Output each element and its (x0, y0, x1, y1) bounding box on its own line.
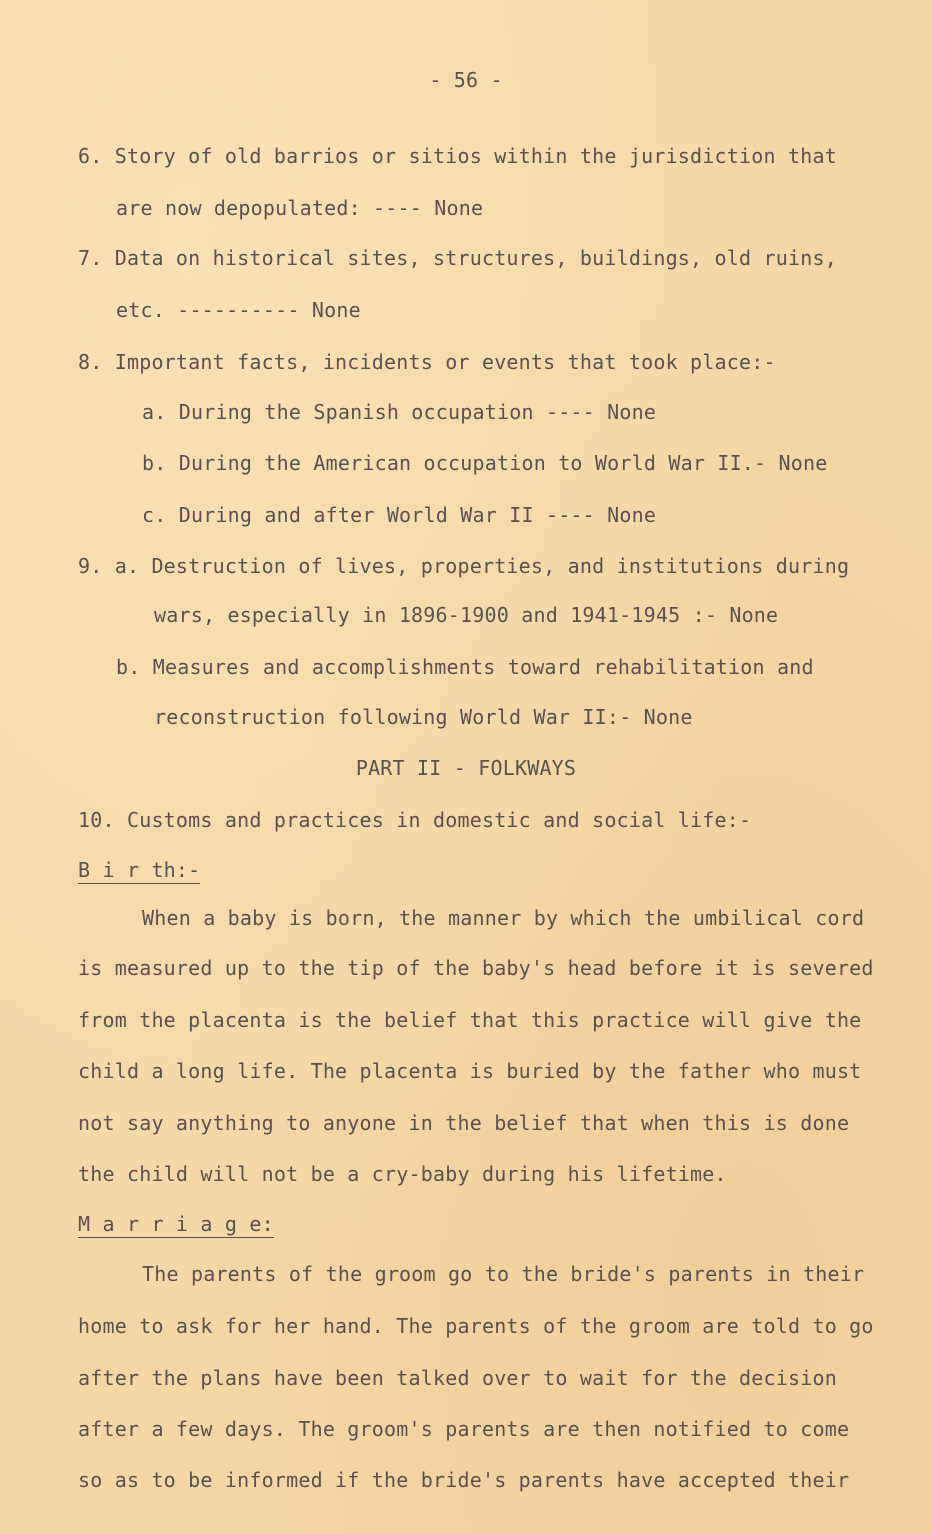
marriage-paragraph-line-2: home to ask for her hand. The parents of the groom are told to go (78, 1314, 874, 1338)
birth-paragraph-line-6: the child will not be a cry-baby during his lifetime. (78, 1162, 727, 1186)
part-ii-heading: PART II - FOLKWAYS (355, 756, 577, 780)
marriage-paragraph-line-3: after the plans have been talked over to wait for the decision (78, 1366, 837, 1390)
marriage-subheading: M a r r i a g e: (78, 1212, 274, 1236)
item-7-line-1: 7. Data on historical sites, structures, buildings, old ruins, (78, 246, 837, 270)
birth-paragraph-line-5: not say anything to anyone in the belief that when this is done (78, 1111, 850, 1135)
birth-subheading: B i r th:- (78, 858, 201, 882)
item-8a-line: a. During the Spanish occupation ---- None (142, 400, 657, 424)
item-9b-line-2: reconstruction following World War II:- None (154, 705, 693, 729)
birth-paragraph-line-4: child a long life. The placenta is buried by the father who must (78, 1059, 862, 1083)
item-8-line: 8. Important facts, incidents or events that took place:- (78, 350, 776, 374)
item-8c-line: c. During and after World War II ---- None (142, 503, 657, 527)
birth-paragraph-line-3: from the placenta is the belief that this practice will give the (78, 1008, 862, 1032)
birth-paragraph-line-1: When a baby is born, the manner by which the umbilical cord (142, 906, 865, 930)
item-7-line-2: etc. ---------- None (116, 298, 361, 322)
birth-paragraph-line-2: is measured up to the tip of the baby's head before it is severed (78, 956, 874, 980)
marriage-paragraph-line-4: after a few days. The groom's parents are then notified to come (78, 1417, 850, 1441)
item-6-line-2: are now depopulated: ---- None (116, 196, 484, 220)
page-number: - 56 - (429, 68, 503, 92)
item-8b-line: b. During the American occupation to World War II.- None (142, 451, 828, 475)
item-9a-line-1: 9. a. Destruction of lives, properties, and institutions during (78, 554, 850, 578)
item-6-line-1: 6. Story of old barrios or sitios within the jurisdiction that (78, 144, 837, 168)
item-9a-line-2: wars, especially in 1896-1900 and 1941-1945 :- None (154, 603, 779, 627)
item-10-line: 10. Customs and practices in domestic and social life:- (78, 808, 752, 832)
marriage-paragraph-line-1: The parents of the groom go to the bride's parents in their (142, 1262, 865, 1286)
item-9b-line-1: b. Measures and accomplishments toward rehabilitation and (116, 655, 814, 679)
marriage-paragraph-line-5: so as to be informed if the bride's parents have accepted their (78, 1468, 850, 1492)
